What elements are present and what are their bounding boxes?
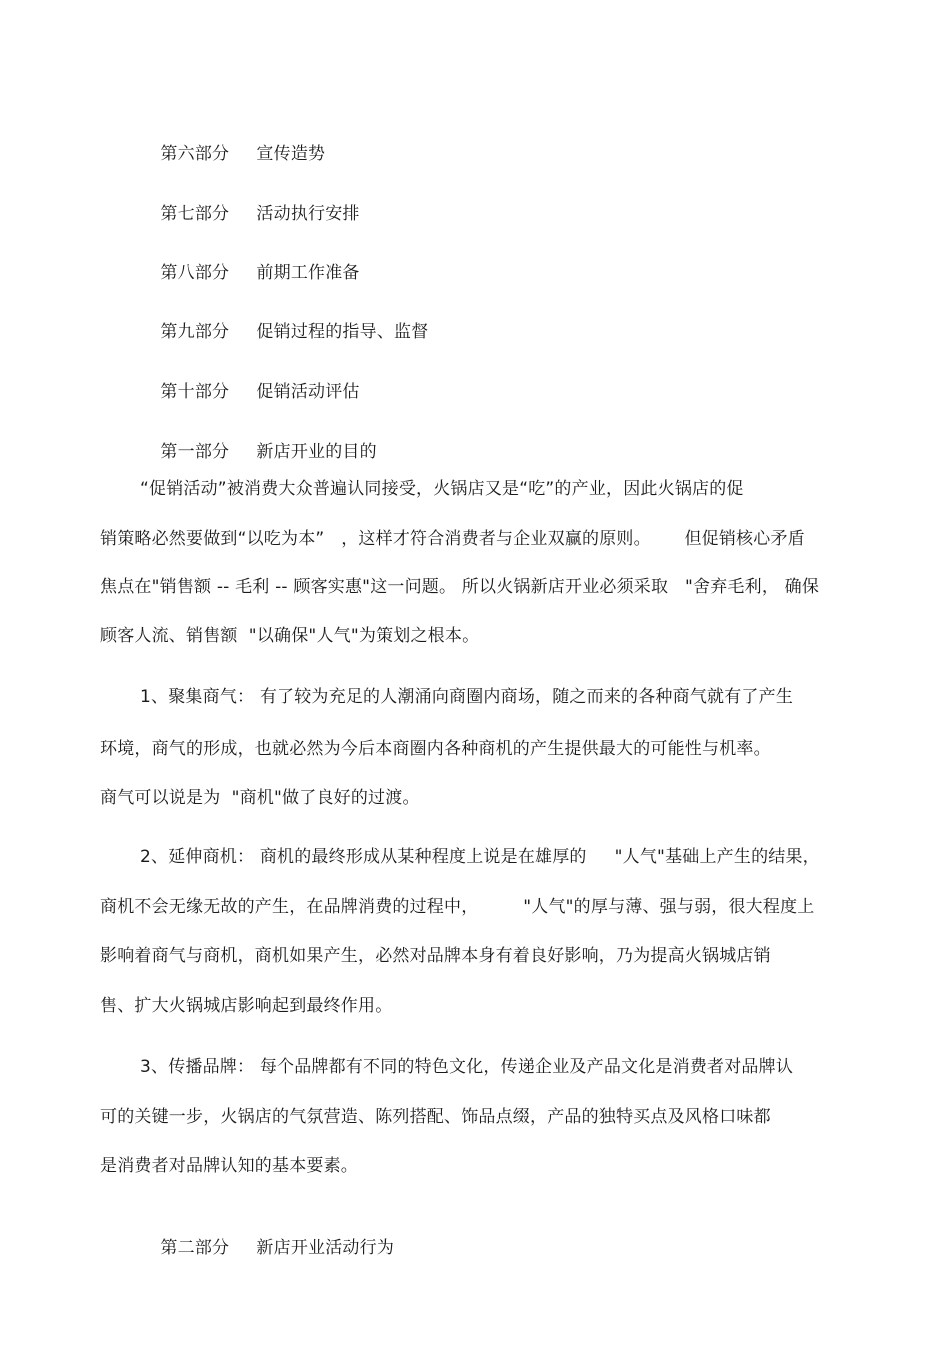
toc-item-number: 第九部分 [160, 322, 230, 342]
paragraph-line: 商气可以说是为 "商机"做了良好的过渡。 [100, 788, 420, 808]
paragraph-line: 1、聚集商气： 有了较为充足的人潮涌向商圈内商场，随之而来的各种商气就有了产生 [140, 687, 794, 707]
paragraph-line: 销策略必然要做到“以吃为本” ，这样才符合消费者与企业双赢的原则。 但促销核心矛盾 [100, 529, 805, 549]
section-number: 第一部分 [160, 442, 230, 462]
toc-item [138, 181, 360, 247]
toc-item-title: 活动执行安排 [256, 204, 360, 224]
toc-item-title: 宣传造势 [256, 144, 326, 164]
paragraph-line: 环境，商气的形成，也就必然为今后本商圈内各种商机的产生提供最大的可能性与机率。 [100, 739, 771, 759]
toc-item-number: 第六部分 [160, 144, 230, 164]
paragraph-line: “促销活动”被消费大众普遍认同接受，火锅店又是“吃”的产业，因此火锅店的促 [140, 479, 744, 499]
paragraph-line: 商机不会无缘无故的产生，在品牌消费的过程中， "人气"的厚与薄、强与弱，很大程度上 [100, 897, 815, 917]
toc-item-title: 促销过程的指导、监督 [256, 322, 429, 342]
section-heading [138, 1215, 394, 1281]
paragraph-line: 可的关键一步，火锅店的气氛营造、陈列搭配、饰品点缀，产品的独特买点及风格口味都 [100, 1107, 771, 1127]
section-heading [138, 419, 377, 485]
toc-item-title: 前期工作准备 [256, 263, 360, 283]
toc-item-title: 促销活动评估 [256, 382, 360, 402]
toc-item-number: 第八部分 [160, 263, 230, 283]
paragraph-line: 售、扩大火锅城店影响起到最终作用。 [100, 996, 393, 1016]
paragraph-line: 影响着商气与商机，商机如果产生，必然对品牌本身有着良好影响，乃为提高火锅城店销 [100, 946, 771, 966]
toc-item [138, 299, 428, 365]
toc-item [138, 240, 360, 306]
section-title: 新店开业的目的 [256, 442, 377, 462]
paragraph-line: 2、延伸商机： 商机的最终形成从某种程度上说是在雄厚的 "人气"基础上产生的结果， [140, 847, 820, 867]
paragraph-line: 焦点在"销售额 -- 毛利 -- 顾客实惠"这一问题。 所以火锅新店开业必须采取 "舍弃毛利， 确保 [100, 577, 820, 597]
paragraph-line: 是消费者对品牌认知的基本要素。 [100, 1156, 358, 1176]
toc-item-number: 第七部分 [160, 204, 230, 224]
paragraph-line: 3、传播品牌： 每个品牌都有不同的特色文化，传递企业及产品文化是消费者对品牌认 [140, 1057, 794, 1077]
paragraph-line: 顾客人流、销售额 "以确保"人气"为策划之根本。 [100, 626, 480, 646]
section-number: 第二部分 [160, 1238, 230, 1258]
toc-item [138, 121, 325, 187]
section-title: 新店开业活动行为 [256, 1238, 395, 1258]
toc-item-number: 第十部分 [160, 382, 230, 402]
toc-item [138, 359, 360, 425]
